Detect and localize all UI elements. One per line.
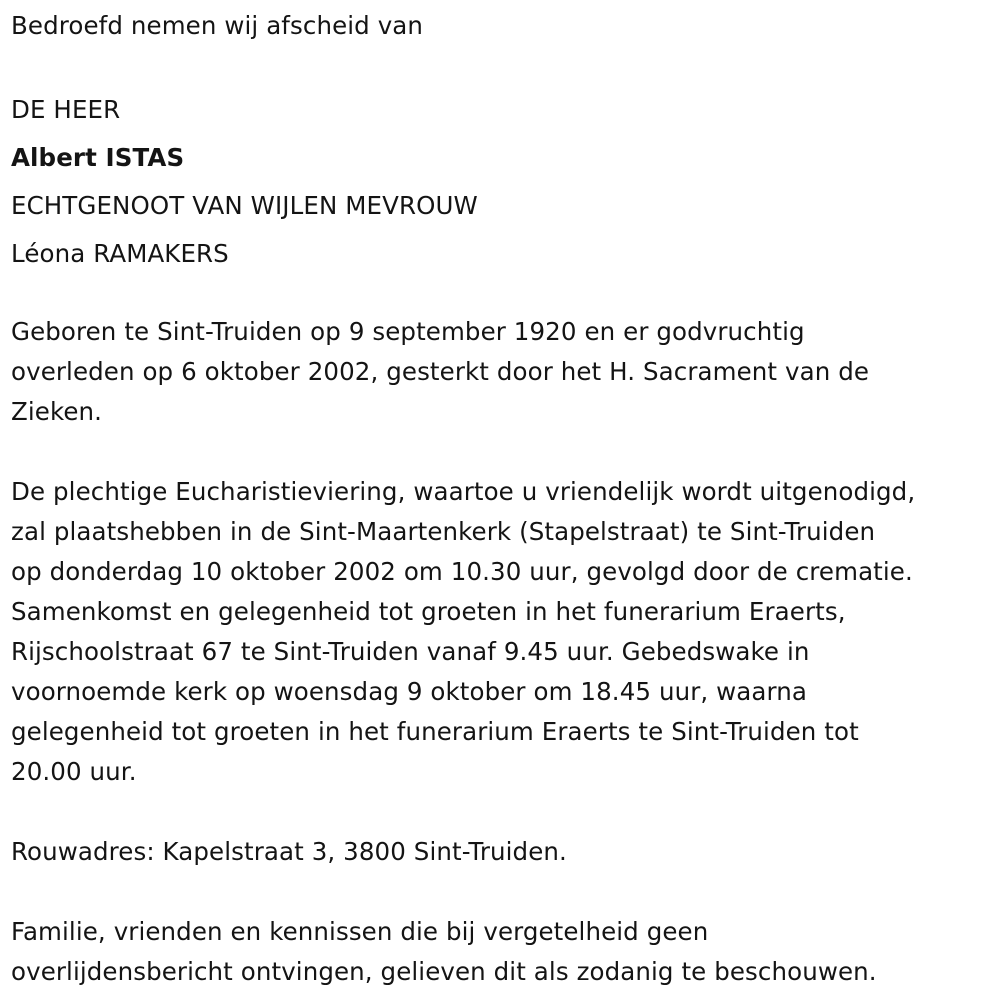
deceased-name: Albert ISTAS	[11, 143, 185, 172]
paragraph-line: overleden op 6 oktober 2002, gesterkt door het H. Sacrament van de	[11, 357, 870, 386]
paragraph-line: voornoemde kerk op woensdag 9 oktober om 18.45 uur, waarna	[11, 677, 808, 706]
spacer	[11, 46, 996, 86]
paragraph-line: Geboren te Sint-Truiden op 9 september 1920 en er godvruchtig	[11, 317, 805, 346]
paragraph-line: zal plaatshebben in de Sint-Maartenkerk (Stapelstraat) te Sint-Truiden	[11, 517, 876, 546]
ceremony-paragraph	[11, 472, 996, 792]
paragraph-line: op donderdag 10 oktober 2002 om 10.30 uur, gevolgd door de crematie.	[11, 557, 913, 586]
mourning-address: Rouwadres: Kapelstraat 3, 3800 Sint-Truiden.	[11, 837, 567, 866]
relation-text: ECHTGENOOT VAN WIJLEN MEVROUW	[11, 191, 478, 220]
paragraph-line: Zieken.	[11, 397, 103, 426]
title-text: DE HEER	[11, 95, 121, 124]
spouse-name: Léona RAMAKERS	[11, 239, 229, 268]
paragraph-line: 20.00 uur.	[11, 757, 137, 786]
birth-death-paragraph	[11, 312, 996, 432]
obituary-document	[11, 6, 996, 992]
intro-text: Bedroefd nemen wij afscheid van	[11, 11, 424, 40]
spacer	[11, 432, 996, 472]
spacer	[11, 872, 996, 912]
spacer	[11, 278, 996, 312]
paragraph-line: overlijdensbericht ontvingen, gelieven dit als zodanig te beschouwen.	[11, 957, 877, 986]
paragraph-line: De plechtige Eucharistieviering, waartoe u vriendelijk wordt uitgenodigd,	[11, 477, 916, 506]
closing-paragraph	[11, 912, 996, 992]
paragraph-line: Rijschoolstraat 67 te Sint-Truiden vanaf 9.45 uur. Gebedswake in	[11, 637, 810, 666]
paragraph-line: Samenkomst en gelegenheid tot groeten in het funerarium Eraerts,	[11, 597, 846, 626]
paragraph-line: gelegenheid tot groeten in het funerarium Eraerts te Sint-Truiden tot	[11, 717, 859, 746]
paragraph-line: Familie, vrienden en kennissen die bij vergetelheid geen	[11, 917, 709, 946]
spacer	[11, 792, 996, 832]
